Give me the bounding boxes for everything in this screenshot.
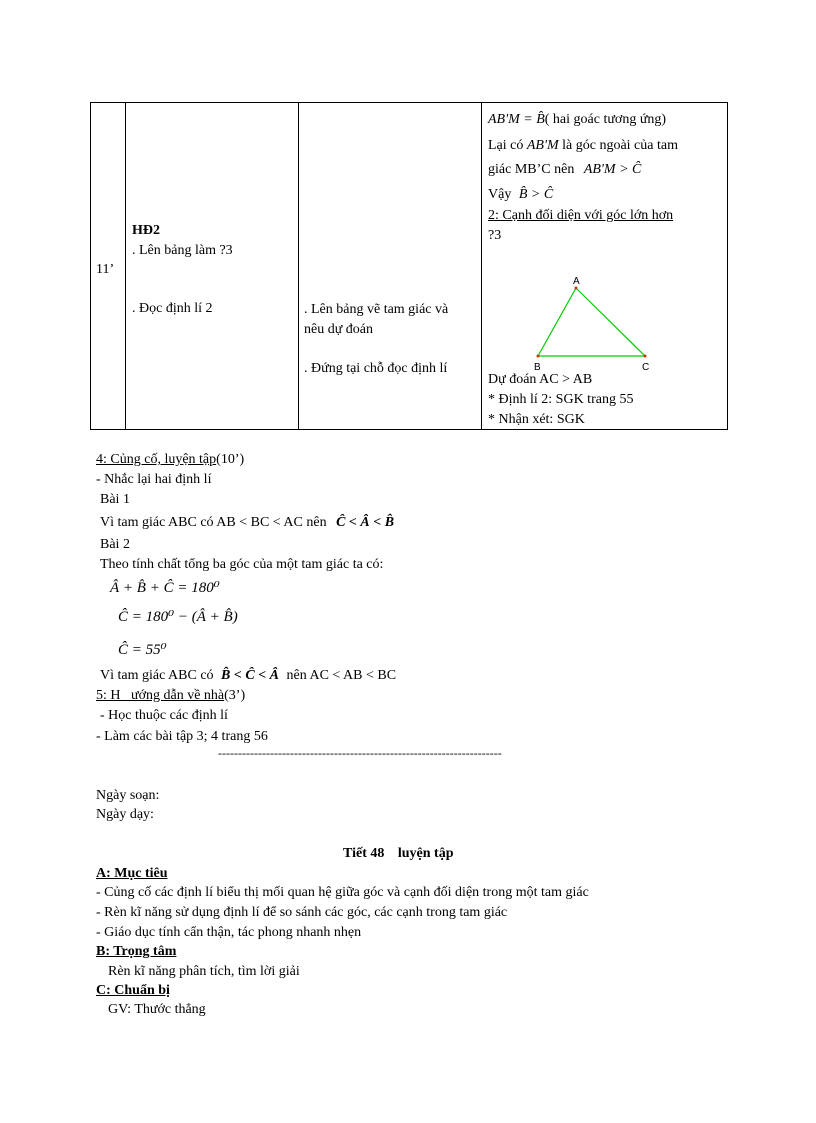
label-c: C	[642, 362, 650, 372]
equation-3: Ĉ = 55⁰	[118, 642, 167, 658]
math-expr: AB'M > Ĉ	[583, 162, 642, 177]
student-task-1: . Lên bảng làm ?3	[132, 243, 233, 258]
math-expr: B̂ < Ĉ < Â	[221, 668, 280, 683]
separator-line: -----------------------------------------------------------------------	[218, 746, 502, 760]
exercise-1-label: Bài 1	[100, 492, 130, 507]
teacher-task-2: . Đứng tại chỗ đọc định lí	[304, 361, 448, 376]
remark: * Nhận xét: SGK	[488, 412, 585, 427]
content-row-3	[488, 160, 641, 180]
preparation-line: GV: Thước thẳng	[108, 1002, 206, 1017]
exercise-1-text	[100, 513, 394, 533]
content-text: Vì tam giác ABC có	[100, 668, 214, 683]
recall-line: - Nhắc lại hai định lí	[96, 472, 212, 487]
exercise-2-label: Bài 2	[100, 537, 130, 552]
focus-line: Rèn kĩ năng phân tích, tìm lời giải	[108, 964, 300, 979]
student-task-2: . Đọc định lí 2	[132, 301, 213, 316]
triangle-side-ac	[576, 288, 645, 356]
content-text: ( hai goác tương ứng)	[544, 112, 667, 127]
section-c-title: C: Chuẩn bị	[96, 983, 170, 998]
prediction: Dự đoán AC > AB	[488, 372, 593, 387]
math-expr: AB'M	[526, 138, 559, 153]
table-top-border	[90, 102, 728, 103]
section-b-title: B: Trọng tâm	[96, 944, 177, 959]
objective-3: - Giáo dục tính cẩn thận, tác phong nhanh nhẹn	[96, 925, 362, 940]
math-expr: AB'M = B̂	[488, 112, 545, 127]
section-time: (10’)	[216, 452, 245, 467]
table-col-border-3	[298, 102, 299, 430]
triangle-figure	[520, 272, 670, 372]
conclusion	[100, 666, 396, 686]
section-4-title	[96, 450, 244, 470]
equation-2: Ĉ = 180⁰ − (Â + B̂)	[118, 609, 238, 625]
time-cell: 11’	[96, 262, 115, 277]
content-text: giác MB’C nên	[488, 162, 575, 177]
homework-line-2: - Làm các bài tập 3; 4 trang 56	[96, 729, 268, 744]
exercise-2-text: Theo tính chất tổng ba góc của một tam giác ta có:	[100, 557, 384, 572]
prep-date-label: Ngày soạn:	[96, 788, 160, 803]
activity-heading: HĐ2	[132, 223, 160, 238]
content-row-1	[488, 110, 666, 130]
objective-2: - Rèn kĩ năng sử dụng định lí để so sánh các góc, các cạnh trong tam giác	[96, 905, 508, 920]
equation-1: Â + B̂ + Ĉ = 180⁰	[110, 580, 220, 596]
section-title-text: 4: Củng cố, luyện tập	[96, 452, 217, 467]
vertex-c	[644, 355, 647, 358]
label-a: A	[573, 276, 580, 287]
objective-1: - Củng cố các định lí biểu thị mối quan hệ giữa góc và cạnh đối diện trong một tam giác	[96, 885, 589, 900]
lesson-number: Tiết 48	[343, 846, 385, 861]
content-text: Vậy	[488, 187, 512, 202]
content-text: Lại có	[488, 138, 524, 153]
triangle-side-ab	[538, 288, 576, 356]
content-text: Vì tam giác ABC có AB < BC < AC nên	[100, 515, 327, 530]
lesson-name: luyện tập	[397, 846, 454, 861]
table-col-border-1	[90, 102, 91, 430]
table-bottom-border	[90, 429, 728, 430]
math-expr: Ĉ < Â < B̂	[336, 515, 395, 530]
content-text: nên AC < AB < BC	[286, 668, 397, 683]
section-5-title	[96, 686, 245, 706]
teach-date-label: Ngày dạy:	[96, 807, 154, 822]
content-row-4	[488, 185, 553, 205]
content-text: là góc ngoài của tam	[562, 138, 678, 153]
homework-line-1: - Học thuộc các định lí	[100, 708, 228, 723]
section-a-title: A: Mục tiêu	[96, 866, 168, 881]
lesson-title	[343, 844, 453, 864]
teacher-task-1a: . Lên bảng vẽ tam giác và	[304, 302, 449, 317]
table-col-border-4	[481, 102, 482, 430]
question-3: ?3	[488, 228, 502, 243]
teacher-task-1b: nêu dự đoán	[304, 322, 374, 337]
content-row-2	[488, 136, 678, 156]
label-b: B	[534, 362, 541, 372]
section-title-text: 5: H ướng dẫn về nhà	[96, 688, 225, 703]
section-time: (3’)	[224, 688, 246, 703]
theorem-2: * Định lí 2: SGK trang 55	[488, 392, 634, 407]
section-2-heading: 2: Cạnh đối diện với góc lớn hơn	[488, 208, 674, 223]
math-expr: B̂ > Ĉ	[518, 187, 554, 202]
table-col-border-2	[125, 102, 126, 430]
vertex-b	[537, 355, 540, 358]
table-col-border-5	[727, 102, 728, 430]
